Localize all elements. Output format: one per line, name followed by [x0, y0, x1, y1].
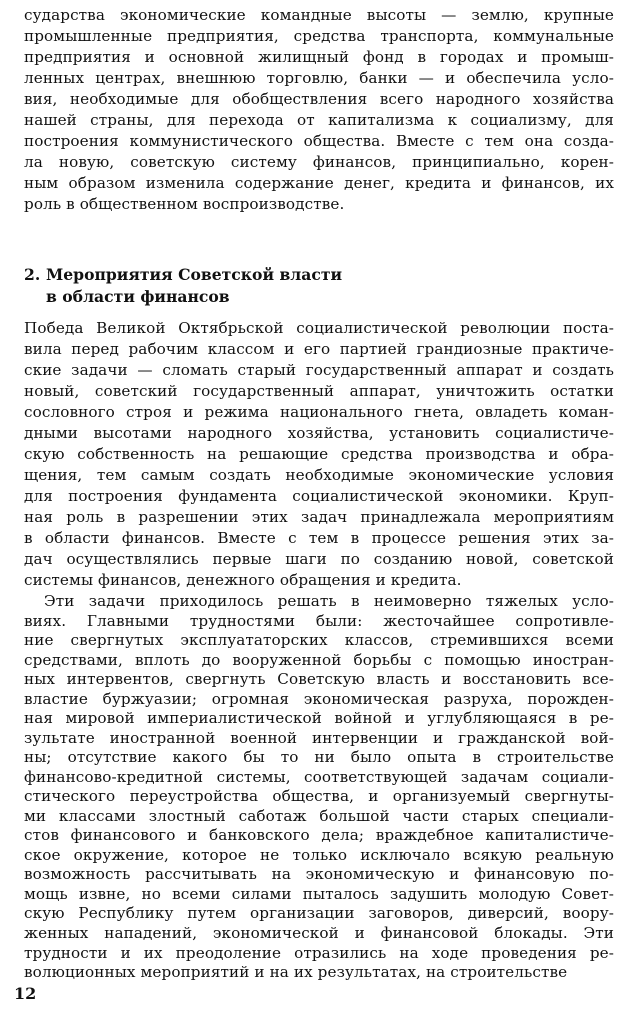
- text-line: построения коммунистического общества. Вместе с тем она созда-: [24, 132, 614, 150]
- section-title-line-2: в области финансов: [46, 287, 230, 306]
- text-line: ла новую, советскую систему финансов, принципиально, корен-: [24, 153, 614, 171]
- text-line: ленных центрах, внешнюю торговлю, банки — и обеспечила усло-: [24, 69, 614, 87]
- text-line: зультате иностранной военной интервенции и гражданской вой-: [24, 728, 614, 747]
- page-number: 12: [14, 984, 37, 1003]
- text-line: ское окружение, которое не только исключало всякую реальную: [24, 845, 614, 864]
- section-number: 2.: [24, 265, 41, 284]
- text-line: новый, советский государственный аппарат, уничтожить остатки: [24, 382, 614, 400]
- text-line: стов финансового и банковского дела; враждебное капиталистиче-: [24, 826, 614, 845]
- text-line: ские задачи — сломать старый государственный аппарат и создать: [24, 361, 614, 379]
- text-line: сословного строя и режима национального гнета, овладеть коман-: [24, 403, 614, 421]
- text-line: в области финансов. Вместе с тем в процессе решения этих за-: [24, 529, 614, 547]
- text-line: вия, необходимые для обобществления всего народного хозяйства: [24, 90, 614, 108]
- text-line: стического переустройства общества, и организуемый свергнуты-: [24, 787, 614, 806]
- text-line: системы финансов, денежного обращения и кредита.: [24, 571, 462, 589]
- text-line: для построения фундамента социалистической экономики. Круп-: [24, 487, 614, 505]
- text-line: волюционных мероприятий и на их результатах, на строительстве: [24, 963, 568, 981]
- text-line: сударства экономические командные высоты — землю, крупные: [24, 6, 614, 24]
- text-line: Победа Великой Октябрьской социалистической революции поста-: [24, 319, 614, 337]
- text-line: ным образом изменила содержание денег, кредита и финансов, их: [24, 174, 614, 192]
- text-line: скую собственность на решающие средства производства и обра-: [24, 445, 614, 463]
- text-line: ных интервентов, свергнуть Советскую власть и восстановить все-: [24, 670, 614, 689]
- text-line: нашей страны, для перехода от капитализма к социализму, для: [24, 111, 614, 129]
- text-line: дными высотами народного хозяйства, установить социалистиче-: [24, 424, 614, 442]
- text-line: мощь извне, но всеми силами пыталось задушить молодую Совет-: [24, 884, 614, 903]
- text-line: ны; отсутствие какого бы то ни было опыта в строительстве: [24, 748, 614, 767]
- text-line: женных нападений, экономической и финансовой блокады. Эти: [24, 923, 614, 942]
- text-line: возможность рассчитывать на экономическую и финансовую по-: [24, 865, 614, 884]
- text-line: скую Республику путем организации заговоров, диверсий, воору-: [24, 904, 614, 923]
- text-line: средствами, вплоть до вооруженной борьбы с помощью иностран-: [24, 650, 614, 669]
- text-line: промышленные предприятия, средства транспорта, коммунальные: [24, 27, 614, 45]
- text-line: финансово-кредитной системы, соответствующей задачам социали-: [24, 767, 614, 786]
- text-line: властие буржуазии; огромная экономическая разруха, порожден-: [24, 689, 614, 708]
- text-line: ние свергнутых эксплуататорских классов, стремившихся всеми: [24, 631, 614, 650]
- text-line: Эти задачи приходилось решать в неимоверно тяжелых усло-: [44, 592, 614, 610]
- text-line: дач осуществлялись первые шаги по созданию новой, советской: [24, 550, 614, 568]
- text-line: щения, тем самым создать необходимые экономические условия: [24, 466, 614, 484]
- text-line: виях. Главными трудностями были: жесточайшее сопротивле-: [24, 611, 614, 630]
- text-line: ная роль в разрешении этих задач принадлежала мероприятиям: [24, 508, 614, 526]
- text-line: трудности и их преодоление отразились на ходе проведения ре-: [24, 943, 614, 962]
- section-title-line-1: Мероприятия Советской власти: [46, 265, 343, 284]
- text-line: вила перед рабочим классом и его партией грандиозные практиче-: [24, 340, 614, 358]
- text-line: предприятия и основной жилищный фонд в городах и промыш-: [24, 48, 614, 66]
- text-line: ми классами злостный саботаж большой части старых специали-: [24, 806, 614, 825]
- text-line: ная мировой империалистической войной и углубляющаяся в ре-: [24, 709, 614, 728]
- text-line: роль в общественном воспроизводстве.: [24, 195, 345, 213]
